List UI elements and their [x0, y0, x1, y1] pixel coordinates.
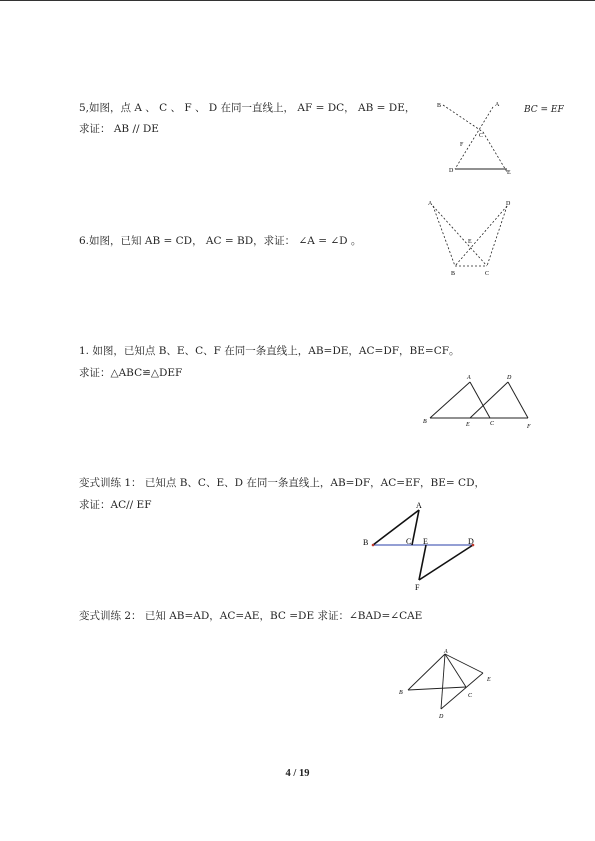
problem-1-prove: 求证：△ABC≌△DEF — [79, 367, 183, 379]
segment-d-f — [508, 382, 528, 418]
label-e: E — [466, 422, 470, 428]
segment-a-b — [433, 206, 455, 266]
problem-5-statement: 5,如图，点 A 、 C 、 F 、 D 在同一直线上， AF = DC， AB = DE， — [79, 102, 416, 114]
label-b: B — [451, 271, 456, 277]
header-rule — [0, 0, 595, 1]
label-a: A — [428, 201, 433, 207]
variant-1-statement: 变式训练 1： 已知点 B、C、E、D 在同一条直线上，AB=DF，AC=EF，BE= CD， — [79, 477, 485, 489]
segment-a-b — [408, 654, 445, 690]
segment-d-b — [455, 206, 507, 266]
segment-d-c — [487, 206, 507, 266]
label-e: E — [423, 537, 428, 546]
label-b: B — [399, 690, 403, 696]
label-c: C — [485, 271, 490, 277]
segment-e-f — [419, 545, 426, 580]
label-a: A — [416, 501, 422, 510]
segment-a-d — [441, 654, 445, 709]
label-f: F — [527, 424, 531, 430]
label-e: E — [487, 677, 491, 683]
figure-variant-2 — [398, 645, 498, 720]
label-c: C — [468, 693, 473, 699]
label-d: D — [449, 168, 454, 174]
label-d: D — [507, 375, 512, 381]
segment-d-f — [419, 545, 473, 580]
label-a: A — [444, 649, 448, 655]
segment-d-e — [470, 382, 508, 418]
segment-a-b — [373, 510, 419, 545]
label-c: C — [479, 133, 484, 139]
label-f: F — [460, 142, 464, 148]
page-number: 4 / 19 — [285, 768, 310, 779]
label-d: D — [439, 714, 444, 720]
segment-b-c — [443, 105, 483, 132]
label-e: E — [468, 239, 472, 245]
point-b — [372, 544, 375, 547]
label-b: B — [363, 538, 369, 547]
label-a: A — [495, 102, 500, 108]
figure-problem-5 — [435, 95, 525, 180]
label-e: E — [507, 170, 511, 176]
figure-variant-1 — [360, 498, 485, 593]
label-b: B — [437, 103, 442, 109]
label-d: D — [468, 537, 474, 546]
label-c: C — [406, 537, 412, 546]
segment-c-e — [483, 132, 507, 172]
figure-problem-1 — [420, 370, 540, 435]
label-d: D — [506, 201, 511, 207]
label-c: C — [490, 421, 495, 427]
label-b: B — [423, 419, 427, 425]
segment-a-c — [470, 382, 490, 418]
figure-problem-6 — [425, 196, 520, 281]
problem-1-statement: 1. 如图，已知点 B、E、C、F 在同一条直线上，AB=DE，AC=DF，BE=CF。 — [79, 345, 460, 357]
label-f: F — [415, 583, 420, 592]
problem-5-condition: BC = EF — [524, 105, 564, 115]
problem-5-prove: 求证： AB // DE — [79, 123, 159, 135]
variant-2-statement: 变式训练 2： 已知 AB=AD，AC=AE，BC =DE 求证：∠BAD=∠CAE — [79, 610, 423, 622]
segment-b-c — [408, 687, 466, 690]
segment-a-d — [455, 107, 493, 169]
segment-a-c — [433, 206, 487, 266]
variant-1-prove: 求证：AC// EF — [79, 499, 152, 511]
segment-d-e — [441, 673, 483, 709]
problem-6-statement: 6.如图，已知 AB = CD， AC = BD，求证： ∠A = ∠D 。 — [79, 235, 362, 247]
label-a: A — [467, 375, 471, 381]
segment-a-b — [430, 382, 470, 418]
